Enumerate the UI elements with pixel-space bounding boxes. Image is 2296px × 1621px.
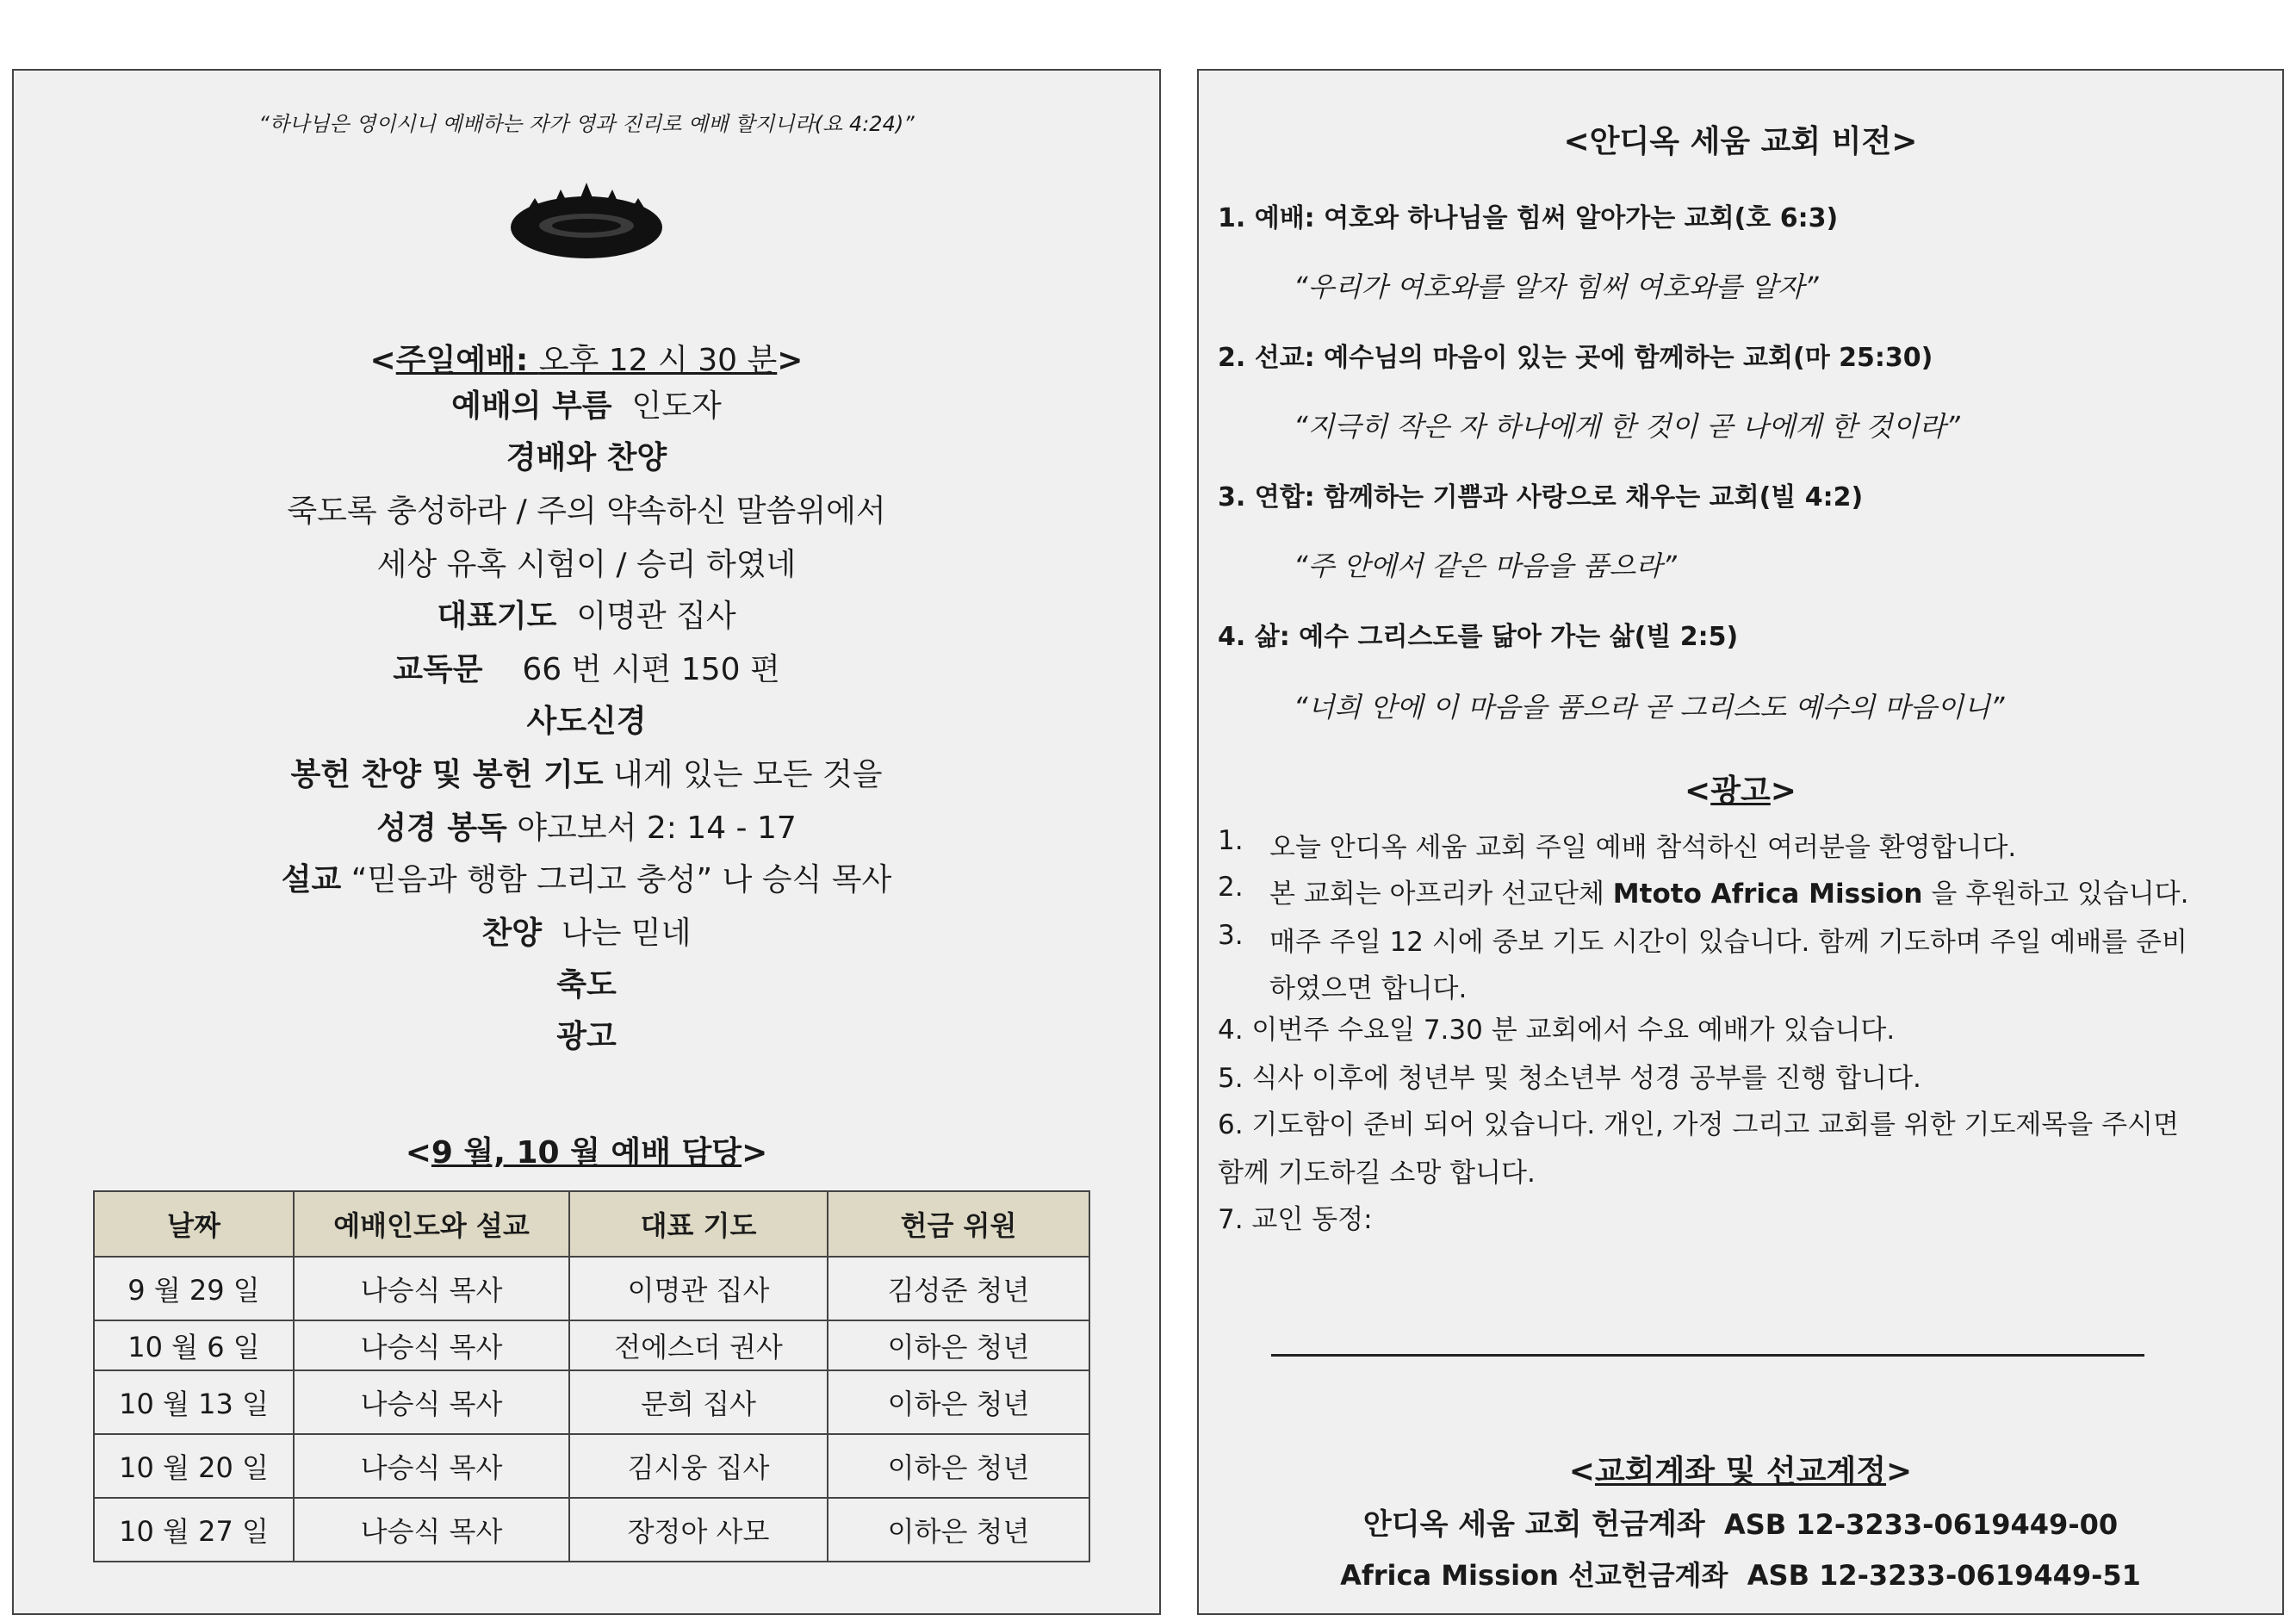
- vision-item-heading: 1. 예배: 여호와 하나님을 힘써 알아가는 교회(호 6:3): [1218, 203, 1839, 233]
- vision-item-heading: 3. 연합: 함께하는 기쁨과 사랑으로 채우는 교회(빌 4:2): [1218, 482, 1864, 512]
- order-item: 성경 봉독 야고보서 2: 14 - 17: [376, 810, 797, 846]
- column-header: 예배인도와 설교: [294, 1191, 569, 1257]
- table-row: [94, 1434, 1089, 1498]
- vision-item-quote: “너희 안에 이 마음을 품으라 곧 그리스도 예수의 마음이니”: [1294, 691, 2005, 724]
- order-item: 광고: [556, 1019, 617, 1054]
- table-cell: 나승식 목사: [294, 1498, 569, 1562]
- table-row: [94, 1370, 1089, 1434]
- table-row: [94, 1257, 1089, 1320]
- announcement-item: 6. 기도함이 준비 되어 있습니다. 개인, 가정 그리고 교회를 위한 기도제목을 주시면: [1218, 1109, 2179, 1140]
- vision-item-heading: 4. 삶: 예수 그리스도를 닮아 가는 삶(빌 2:5): [1218, 622, 1739, 652]
- account-line: Africa Mission 선교헌금계좌 ASB 12-3233-0619449-51: [1340, 1559, 2141, 1592]
- table-row: [94, 1498, 1089, 1562]
- vision-item-quote: “지극히 작은 자 하나에게 한 것이 곧 나에게 한 것이라”: [1294, 410, 1960, 443]
- order-item: 교독문 66 번 시편 150 편: [393, 652, 780, 687]
- account-line: 안디옥 세움 교회 헌금계좌 ASB 12-3233-0619449-00: [1362, 1507, 2119, 1542]
- table-cell: 10 월 6 일: [94, 1320, 294, 1370]
- order-item: 사도신경: [526, 704, 647, 739]
- service-heading: <주일예배: 오후 12 시 30 분>: [369, 343, 804, 378]
- table-cell: 10 월 13 일: [94, 1370, 294, 1434]
- duty-table: [93, 1190, 1090, 1562]
- order-item: 축도: [556, 967, 617, 1003]
- scripture-verse: “하나님은 영이시니 예배하는 자가 영과 진리로 예배 할지니라(요 4:24)”: [258, 112, 915, 136]
- service-time: 오후 12 시 30 분: [538, 343, 778, 378]
- table-cell: 이하은 청년: [828, 1370, 1089, 1434]
- announcement-item: 4. 이번주 수요일 7.30 분 교회에서 수요 예배가 있습니다.: [1218, 1015, 1896, 1046]
- table-header-row: [94, 1191, 1089, 1257]
- order-item: 설교 “믿음과 행함 그리고 충성” 나 승식 목사: [281, 862, 892, 897]
- table-cell: 김시웅 집사: [569, 1434, 828, 1498]
- table-cell: 나승식 목사: [294, 1257, 569, 1320]
- order-item: 찬양 나는 믿네: [481, 916, 692, 951]
- table-cell: 10 월 20 일: [94, 1434, 294, 1498]
- table-cell: 9 월 29 일: [94, 1257, 294, 1320]
- ads-title: <광고>: [1685, 773, 1796, 809]
- service-label: 주일예배: [395, 343, 516, 378]
- table-cell: 이하은 청년: [828, 1320, 1089, 1370]
- vision-item-quote: “우리가 여호와를 알자 힘써 여호와를 알자”: [1294, 270, 1819, 303]
- table-cell: 나승식 목사: [294, 1434, 569, 1498]
- vision-title: <안디옥 세움 교회 비전>: [1563, 124, 1918, 159]
- announcement-item: 5. 식사 이후에 청년부 및 청소년부 성경 공부를 진행 합니다.: [1218, 1063, 1921, 1094]
- column-header: 날짜: [94, 1191, 294, 1257]
- crown-of-thorns-icon: [14, 174, 1159, 272]
- duty-heading: <9 월, 10 월 예배 담당>: [405, 1135, 768, 1171]
- column-header: 헌금 위원: [828, 1191, 1089, 1257]
- table-cell: 이명관 집사: [569, 1257, 828, 1320]
- table-row: [94, 1320, 1089, 1370]
- announcement-item-cont: 함께 기도하길 소망 합니다.: [1218, 1158, 1536, 1189]
- table-cell: 나승식 목사: [294, 1370, 569, 1434]
- order-item: 예배의 부름 인도자: [451, 388, 722, 424]
- order-item: 봉헌 찬양 및 봉헌 기도 내게 있는 모든 것을: [290, 757, 883, 792]
- table-cell: 나승식 목사: [294, 1320, 569, 1370]
- vision-item-heading: 2. 선교: 예수님의 마음이 있는 곳에 함께하는 교회(마 25:30): [1218, 343, 1933, 373]
- table-cell: 장정아 사모: [569, 1498, 828, 1562]
- vision-item-quote: “주 안에서 같은 마음을 품으라”: [1294, 550, 1677, 582]
- table-cell: 문희 집사: [569, 1370, 828, 1434]
- order-item: 대표기도 이명관 집사: [437, 599, 736, 634]
- order-item: 세상 유혹 시험이 / 승리 하였네: [376, 547, 797, 582]
- divider-line: [1271, 1354, 2144, 1357]
- left-panel: [12, 69, 1161, 1615]
- column-header: 대표 기도: [569, 1191, 828, 1257]
- account-title: <교회계좌 및 선교계정>: [1568, 1454, 1913, 1489]
- order-item: 경배와 찬양: [506, 440, 667, 475]
- table-cell: 김성준 청년: [828, 1257, 1089, 1320]
- table-cell: 10 월 27 일: [94, 1498, 294, 1562]
- table-cell: 이하은 청년: [828, 1434, 1089, 1498]
- announcement-item: 7. 교인 동정:: [1218, 1204, 1373, 1235]
- order-item: 죽도록 충성하라 / 주의 약속하신 말씀위에서: [287, 494, 886, 529]
- table-cell: 이하은 청년: [828, 1498, 1089, 1562]
- table-cell: 전에스더 권사: [569, 1320, 828, 1370]
- right-panel: <안디옥 세움 교회 비전> 1. 예배: 여호와 하나님을 힘써 알아가는 교회(호 6:3) “우리가 여호와를 알자 힘써 여호와를 알자” 2. 선교: 예수님의 마음이 있는 곳에 함께하는 교회(마 25:30) “지극히 작은 자 하나에게 한 것이 곧 나에게 한 것이라” 3. 연합: 함께하는 기쁨과 사랑으로 채우는 교회(빌 4:2) “주 안에서 같은 마음을 품으라” 4. 삶: 예수 그리스도를 닮아 가는 삶(빌 2:5) “너희 안에 이 마음을 품으라 곧 그리스도 예수의 마음이니” <광고> 1. 오늘 안디옥 세움 교회 주일 예배 참석하신 여러분을 환영합니다. 2. 본 교회는 아프리카 선교단체 Mtoto Africa Mission 을 후원하고 있습니다. 3. 매주 주일 12 시에 중보 기도 시간이 있습니다. 함께 기도하며 주일 예배를 준비 하였으면 합니다. 4. 이번주 수요일 7.30 분 교회에서 수요 예배가 있습니다. 5. 식사 이후에 청년부 및 청소년부 성경 공부를 진행 합니다. 6. 기도함이 준비 되어 있습니다. 개인, 가정 그리고 교회를 위한 기도제목을 주시면 함께 기도하길 소망 합니다. 7. 교인 동정: <교회계좌 및 선교계정> 안디옥 세움 교회 헌금계좌 ASB 12-3233-0619449-00 Africa Mission 선교헌금계좌 ASB 12-3233-0619449-51: [1197, 69, 2284, 1615]
